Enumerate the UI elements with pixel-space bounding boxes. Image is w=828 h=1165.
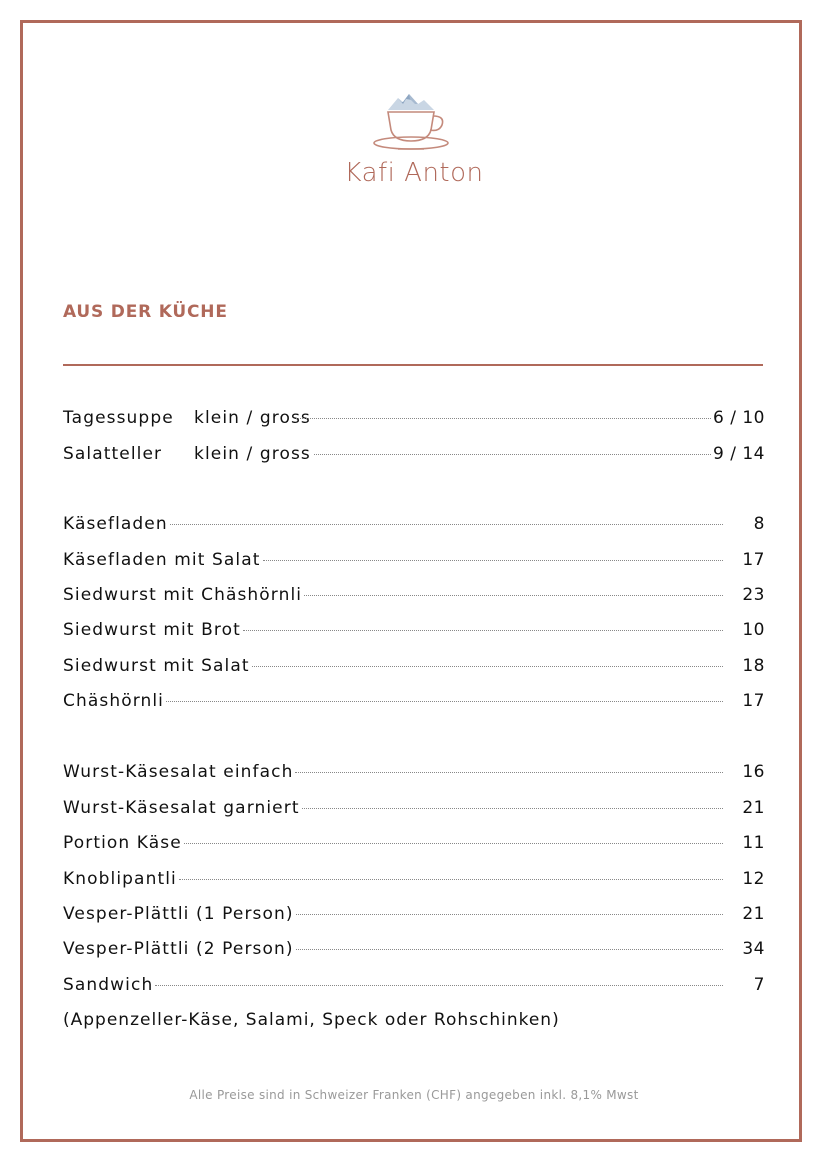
leader-dots — [184, 843, 723, 844]
menu-item — [63, 444, 765, 468]
item-name: Wurst-Käsesalat einfach — [63, 762, 294, 782]
leader-dots — [304, 595, 723, 596]
leader-dots — [252, 666, 723, 667]
section-divider — [63, 364, 763, 366]
item-price: 34 — [742, 939, 765, 959]
item-name: Käsefladen — [63, 514, 168, 534]
item-size: klein / gross — [194, 444, 311, 464]
logo — [0, 92, 828, 152]
item-name: Käsefladen mit Salat — [63, 550, 261, 570]
coffee-cup-mountains-icon — [372, 92, 456, 152]
item-name: Siedwurst mit Chäshörnli — [63, 585, 303, 605]
menu-item — [63, 620, 765, 644]
menu-item — [63, 550, 765, 574]
item-price: 11 — [742, 833, 765, 853]
menu-item — [63, 585, 765, 609]
leader-dots — [302, 808, 723, 809]
item-name: Wurst-Käsesalat garniert — [63, 798, 300, 818]
leader-dots — [170, 524, 723, 525]
leader-dots — [166, 701, 723, 702]
item-name: Tagessuppe — [63, 408, 174, 428]
menu-item — [63, 656, 765, 680]
item-price: 10 — [742, 620, 765, 640]
item-name: Vesper-Plättli (2 Person) — [63, 939, 294, 959]
item-name: Sandwich — [63, 975, 154, 995]
leader-dots — [296, 418, 711, 419]
item-size: klein / gross — [194, 408, 311, 428]
leader-dots — [263, 560, 723, 561]
leader-dots — [295, 772, 723, 773]
item-name: Vesper-Plättli (1 Person) — [63, 904, 294, 924]
leader-dots — [243, 630, 723, 631]
item-name: Salatteller — [63, 444, 163, 464]
page-border — [20, 20, 802, 1142]
menu-item — [63, 939, 765, 963]
leader-dots — [155, 985, 723, 986]
item-price: 21 — [742, 798, 765, 818]
leader-dots — [296, 949, 723, 950]
leader-dots — [179, 879, 723, 880]
leader-dots — [314, 454, 711, 455]
sandwich-note: (Appenzeller-Käse, Salami, Speck oder Rohschinken) — [63, 1010, 560, 1030]
leader-dots — [296, 914, 723, 915]
menu-item — [63, 691, 765, 715]
item-name: Chäshörnli — [63, 691, 165, 711]
item-price: 18 — [742, 656, 765, 676]
item-price: 8 — [753, 514, 765, 534]
item-name: Portion Käse — [63, 833, 182, 853]
menu-item — [63, 514, 765, 538]
section-title: AUS DER KÜCHE — [63, 302, 228, 322]
item-name: Knoblipantli — [63, 869, 177, 889]
item-price: 9 / 14 — [713, 444, 765, 464]
menu-item — [63, 833, 765, 857]
item-price: 16 — [742, 762, 765, 782]
menu-item — [63, 798, 765, 822]
item-price: 23 — [742, 585, 765, 605]
footer-price-note: Alle Preise sind in Schweizer Franken (CHF) angegeben inkl. 8,1% Mwst — [189, 1088, 639, 1102]
menu-item — [63, 975, 765, 999]
item-price: 12 — [742, 869, 765, 889]
item-price: 21 — [742, 904, 765, 924]
item-price: 17 — [742, 550, 765, 570]
item-name: Siedwurst mit Brot — [63, 620, 241, 640]
menu-item — [63, 869, 765, 893]
menu-item — [63, 904, 765, 928]
item-price: 17 — [742, 691, 765, 711]
menu-item — [63, 762, 765, 786]
menu-item — [63, 408, 765, 432]
item-price: 6 / 10 — [713, 408, 765, 428]
item-price: 7 — [753, 975, 765, 995]
brand-name: Kafi Anton — [344, 158, 484, 188]
item-name: Siedwurst mit Salat — [63, 656, 250, 676]
